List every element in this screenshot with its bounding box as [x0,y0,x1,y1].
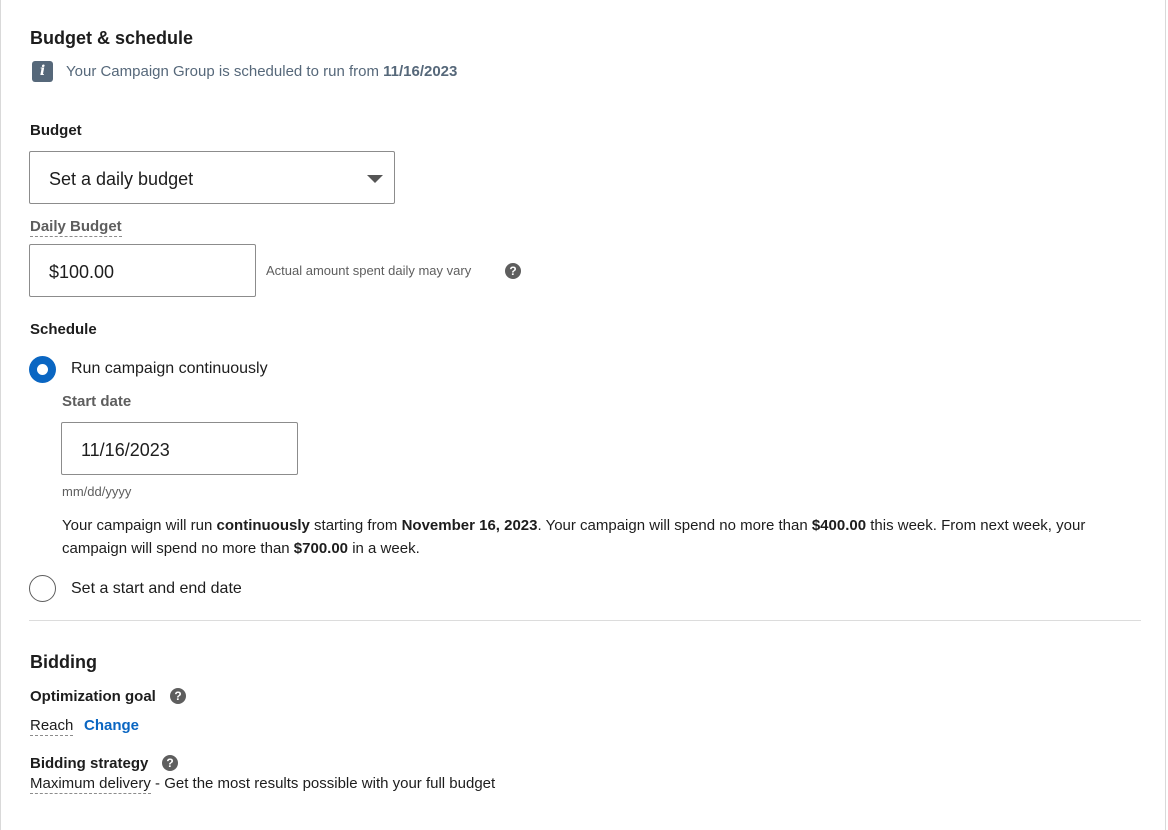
campaign-group-schedule-info: Your Campaign Group is scheduled to run from 11/16/2023 [66,63,458,80]
question-circle-icon[interactable]: ? [170,688,186,704]
question-circle-icon[interactable]: ? [505,263,521,279]
start-date-value: 11/16/2023 [81,440,170,460]
daily-budget-label: Daily Budget [30,218,122,235]
optimization-goal-value: Reach [30,717,74,734]
change-goal-link[interactable]: Change [84,717,140,734]
date-format-hint: mm/dd/yyyy [62,484,132,499]
info-icon: i [32,61,53,82]
daily-budget-value: $100.00 [49,262,115,282]
daily-budget-input[interactable] [29,244,256,297]
section-title: Budget & schedule [30,28,194,48]
daily-budget-hint: Actual amount spent daily may vary [266,263,472,278]
caret-down-icon [367,175,383,183]
schedule-label: Schedule [30,321,97,338]
section-divider [29,620,1141,621]
optimization-goal-label: Optimization goal [30,688,156,705]
question-circle-icon[interactable]: ? [162,755,178,771]
start-end-date-label[interactable]: Set a start and end date [71,580,242,597]
start-date-input[interactable] [61,422,298,475]
schedule-summary: Your campaign will run continuously starting from November 16, 2023. Your campaign will spend no more than $400.00 this week. From next week, your campaign will spend no more than $700.00 in a week. [62,517,1086,557]
budget-type-value: Set a daily budget [49,169,194,189]
run-continuously-label[interactable]: Run campaign continuously [71,360,268,377]
budget-type-select[interactable] [29,151,395,204]
start-date-label: Start date [62,393,132,410]
budget-label: Budget [30,122,82,139]
bidding-strategy-value: Maximum delivery - Get the most results possible with your full budget [30,775,496,792]
bidding-strategy-label: Bidding strategy [30,755,149,772]
bidding-title: Bidding [30,652,97,672]
radio-start-end-date[interactable] [29,575,56,602]
radio-run-continuously[interactable] [29,356,56,383]
